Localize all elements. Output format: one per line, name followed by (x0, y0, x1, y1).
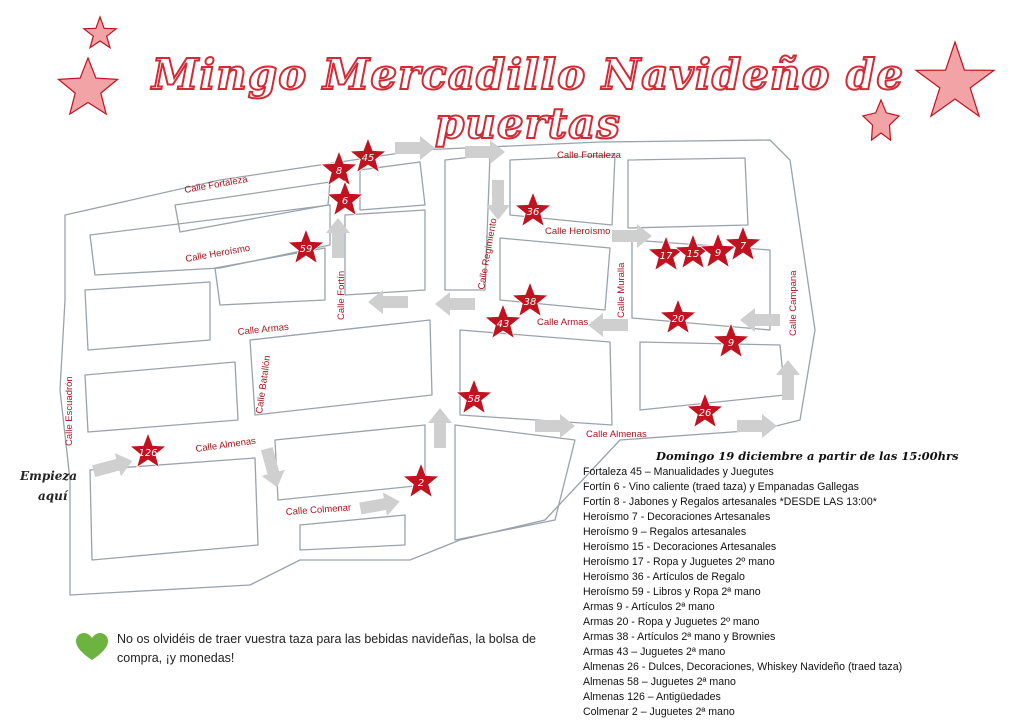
street-label: Calle Escuadrón (64, 376, 75, 446)
stall-marker[interactable] (515, 192, 551, 226)
stall-list-item: Fortín 6 - Vino caliente (traed taza) y Empanadas Gallegas (583, 481, 859, 493)
city-block (455, 425, 575, 540)
street-label: Calle Campana (788, 270, 799, 336)
city-block (85, 282, 210, 350)
stall-number: 9 (714, 248, 722, 259)
stall-list-item: Fortaleza 45 – Manualidades y Juegutes (583, 466, 774, 478)
stall-list-item: Armas 38 - Artículos 2ª mano y Brownies (583, 631, 776, 643)
city-block (640, 342, 785, 410)
city-block (360, 162, 425, 210)
stall-number: 26 (698, 408, 712, 419)
stall-list-item: Armas 43 – Juguetes 2ª mano (583, 646, 726, 658)
stall-marker[interactable] (321, 151, 357, 185)
route-arrow-icon (255, 446, 289, 491)
street-label: Calle Heroísmo (184, 242, 251, 265)
street-label: Calle Colmenar (285, 502, 352, 518)
stall-number: 43 (496, 319, 510, 330)
route-arrow-icon (776, 360, 800, 400)
street-label: Calle Muralla (616, 262, 627, 318)
stall-marker[interactable] (660, 299, 696, 333)
street-label: Calle Almenas (586, 429, 647, 440)
stall-list-item: Almenas 26 - Dulces, Decoraciones, Whiskey Navideño (traed taza) (583, 661, 903, 673)
stall-list-item: Heroísmo 17 - Ropa y Juguetes 2º mano (583, 556, 775, 568)
stall-marker[interactable] (687, 393, 723, 427)
stall-number: 2 (417, 478, 425, 489)
route-arrow-icon (91, 449, 136, 483)
stall-marker[interactable] (130, 433, 166, 467)
stall-list-item: Almenas 58 – Juguetes 2ª mano (583, 676, 736, 688)
street-label: Calle Armas (237, 321, 290, 338)
street-label: Calle Heroísmo (545, 226, 611, 237)
stall-list (583, 465, 902, 720)
street-label: Calle Fortaleza (183, 174, 249, 196)
stall-list-item: Colmenar 2 – Juguetes 2ª mano (583, 706, 735, 718)
stall-marker[interactable] (512, 282, 548, 316)
stall-marker[interactable] (288, 229, 324, 263)
route-arrow-icon (535, 414, 575, 438)
stall-number: 15 (686, 249, 700, 260)
heart-icon (76, 633, 108, 660)
stall-number: 8 (335, 166, 343, 177)
stall-marker[interactable] (456, 379, 492, 413)
stall-marker[interactable] (403, 463, 439, 497)
route-arrow-icon (435, 292, 475, 316)
stall-marker[interactable] (327, 181, 363, 215)
page-title: Mingo Mercadillo Navideño de puertas (151, 50, 905, 148)
decorative-star-icon (59, 58, 118, 114)
route-arrow-icon (737, 414, 777, 438)
date-heading: Domingo 19 diciembre a partir de las 15:00hrs (656, 449, 959, 463)
stall-number: 59 (299, 244, 313, 255)
stall-list-item: Heroísmo 15 - Decoraciones Artesanales (583, 541, 777, 553)
city-block (90, 458, 258, 560)
street-label: Calle Almenas (194, 435, 257, 455)
route-arrow-icon (428, 408, 452, 448)
start-label (20, 466, 77, 506)
stall-list-item: Armas 20 - Ropa y Juguetes 2º mano (583, 616, 760, 628)
stall-list-item: Almenas 126 – Antigüedades (583, 691, 721, 703)
stall-number: 6 (341, 196, 349, 207)
stall-marker[interactable] (725, 226, 761, 260)
stall-list-item: Heroísmo 9 – Regalos artesanales (583, 526, 747, 538)
stall-number: 45 (361, 153, 375, 164)
city-block (85, 362, 238, 432)
stall-list-item: Armas 9 - Artículos 2ª mano (583, 601, 715, 613)
stall-number: 17 (659, 251, 673, 262)
stall-list-item: Fortín 8 - Jabones y Regalos artesanales *DESDE LAS 13:00* (583, 496, 877, 508)
decorative-star-icon (84, 17, 116, 48)
stall-number: 20 (671, 314, 685, 325)
city-block (250, 320, 432, 415)
stall-number: 9 (727, 338, 735, 349)
stall-number: 36 (526, 207, 540, 218)
stall-list-item: Heroísmo 7 - Decoraciones Artesanales (583, 511, 771, 523)
stall-number: 126 (138, 448, 158, 459)
stall-number: 7 (739, 241, 747, 252)
city-block (300, 515, 405, 550)
street-label: Calle Fortaleza (557, 150, 621, 161)
street-label: Calle Batallón (254, 354, 274, 415)
city-block (90, 205, 330, 275)
stall-number: 58 (467, 394, 481, 405)
stall-number: 38 (523, 297, 537, 308)
route-arrow-icon (486, 180, 510, 220)
stall-list-item: Heroísmo 59 - Libros y Ropa 2ª mano (583, 586, 761, 598)
reminder-note: No os olvidéis de traer vuestra taza para las bebidas navideñas, la bolsa de compra, ¡y monedas! (117, 632, 537, 665)
street-label: Calle Regimiento (476, 217, 500, 291)
stall-list-item: Heroísmo 36 - Artículos de Regalo (583, 571, 745, 583)
street-label: Calle Fortín (336, 270, 347, 320)
street-label: Calle Armas (537, 317, 589, 328)
city-block (345, 210, 425, 295)
city-block (628, 158, 748, 228)
stall-marker[interactable] (700, 233, 736, 267)
start-label-line: Empieza (20, 469, 78, 483)
city-block (275, 425, 425, 500)
start-label-line: aquí (38, 489, 68, 503)
